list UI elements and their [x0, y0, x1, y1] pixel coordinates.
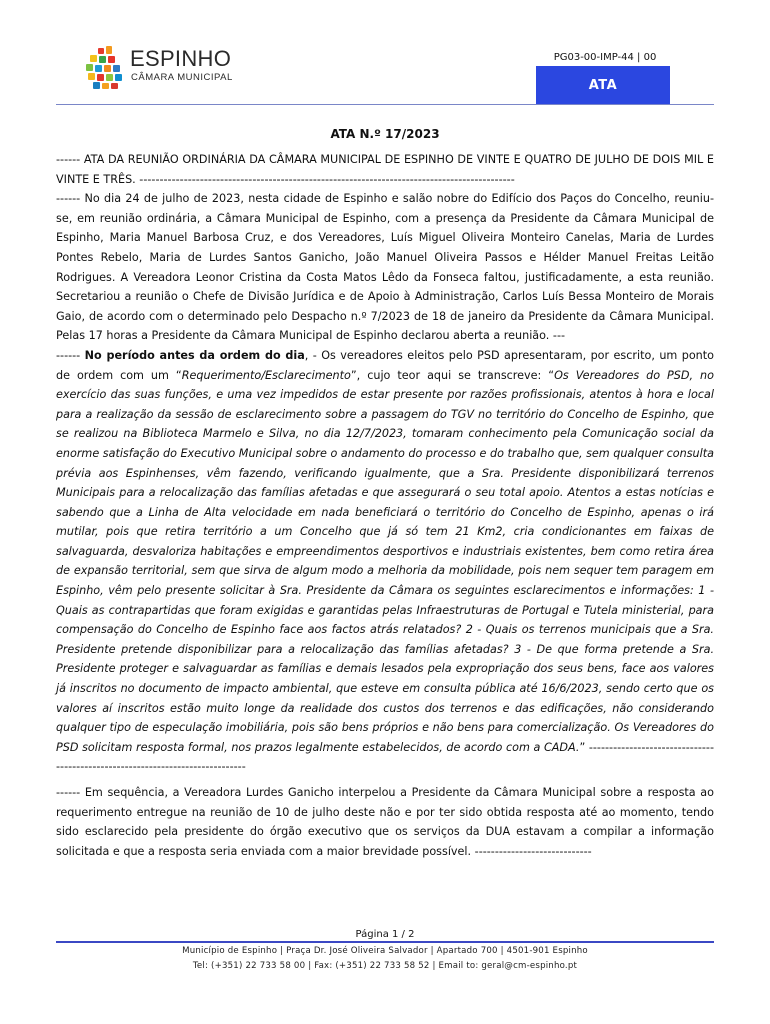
document-code: PG03-00-IMP-44 | 00 — [553, 52, 657, 63]
paragraph-attendance: ------ No dia 24 de julho de 2023, nesta cidade de Espinho e salão nobre do Edifício dos Paços do Concelho, reuniu-se, em reunião ordinária, a Câmara Municipal de Espinho, com a presença da Presidente da Câmara Municipal de Espinho, Maria Manuel Barbosa Cruz, e dos Vereadores, Luís Miguel Oliveira Monteiro Canelas, Maria de Lurdes Pontes Rebelo, Maria de Lurdes Santos Ganicho, João Manuel Oliveira Passos e Hélder Manuel Freitas Leitão Rodrigues. A Vereadora Leonor Cristina da Costa Matos Lêdo da Fonseca faltou, justificadamente, a esta reunião. Secretariou a reunião o Chefe de Divisão Jurídica e de Apoio à Administração, Carlos Luís Bessa Monteiro de Morais Gaio, de acordo com o determinado pelo Despacho n.º 7/2023 de 18 de janeiro da Presidente da Câmara Municipal. Pelas 17 horas a Presidente da Câmara Municipal de Espinho declarou aberta a reunião. --- — [56, 192, 714, 343]
footer-address: Município de Espinho | Praça Dr. José Oliveira Salvador | Apartado 700 | 4501-901 Espinho — [182, 946, 588, 956]
page-number: Página 1 / 2 — [355, 929, 415, 940]
p3-mid2: ”, cujo teor aqui se transcreve: “ — [350, 368, 555, 382]
document-type-badge: ATA — [536, 66, 670, 104]
p3-suffix: ” ------------------------------------------------------------------------------ — [56, 740, 715, 774]
logo-text-main: ESPINHO — [130, 46, 232, 71]
footer-contacts: Tel: (+351) 22 733 58 00 | Fax: (+351) 22 733 58 52 | Email to: geral@cm-espinho.pt — [192, 961, 578, 971]
logo-text-sub: CÂMARA MUNICIPAL — [131, 72, 233, 83]
espinho-logo — [84, 46, 254, 90]
paragraph-before-agenda — [56, 346, 714, 777]
p3-prefix: ------ — [56, 348, 85, 362]
footer-divider — [56, 941, 714, 943]
p3-mid1: , - Os vereadores eleitos pelo PSD apresentaram, por escrito, um ponto de ordem com um “ — [56, 348, 714, 382]
header-divider — [56, 104, 714, 105]
paragraph-follow-up: ------ Em sequência, a Vereadora Lurdes Ganicho interpelou a Presidente da Câmara Municipal sobre a resposta ao requerimento entregue na reunião de 10 de julho deste não e por ter sido obtida resposta até ao momento, tendo sido esclarecido pela presidente do órgão executivo que os serviços da DUA estavam a compilar a informação solicitada e que a resposta seria enviada com a maior brevidade possível. ----------------------------- — [56, 786, 714, 858]
p3-italic-request: Requerimento/Esclarecimento — [181, 368, 351, 382]
espinho-logo-mark-icon — [84, 46, 126, 90]
p3-italic-quote: Os Vereadores do PSD, no exercício das suas funções, e uma vez impedidos de estar presente por razões profissionais, atentos à hora e local para a realização da sessão de esclarecimento sobre a passagem do TGV no território do Concelho de Espinho, que se realizou na Biblioteca Marmelo e Silva, no dia 12/7/2023, tomaram conhecimento pela Comunicação social da enorme satisfação do Executivo Municipal sobre o andamento do processo e do trabalho que, sem qualquer consulta prévia aos Espinhenses, vêm fazendo, verificando igualmente, que a Sra. Presidente disponibilizará terrenos Municipais para a relocalização das famílias afetadas e que assegurará o seu total apoio. Atentos a estas notícias e sabendo que a Linha de Alta velocidade em nada beneficiará o território do Concelho de Espinho, apenas o irá mutilar, pois que retira território a um Concelho que já só tem 21 Km2, cria condicionantes em faixas de salvaguarda, desvaloriza habitações e empreendimentos desportivos e industriais existentes, bem como retira área de expansão territorial, sem que sirva de algum modo a melhoria da mobilidade, pois nem sequer tem paragem em Espinho, vêm pelo presente solicitar à Sra. Presidente da Câmara os seguintes esclarecimentos e informações: 1 - Quais as contrapartidas que foram exigidas e garantidas pelas Infraestruturas de Portugal e Tutela ministerial, para compensação do Concelho de Espinho face aos factos atrás relatados? 2 - Quais os terrenos municipais que a Sra. Presidente pretende disponibilizar para a relocalização das famílias afetadas? 3 - De que forma pretende a Sra. Presidente proteger e salvaguardar as famílias e demais lesados pela expropriação dos seus bens, face aos valores já inscritos no documento de impacto ambiental, que esteve em consulta pública até 16/6/2023, sendo certo que os valores aí inscritos estão muito longe da realidade dos custos dos terrenos e das edificações, não considerando qualquer tipo de especulação imobiliária, pois são bens próprios e não bens para comercialização. Os Vereadores do PSD solicitam resposta formal, nos prazos legalmente estabelecidos, de acordo com a CADA. — [56, 368, 714, 754]
p3-bold: No período antes da ordem do dia — [84, 348, 305, 362]
document-body — [56, 150, 714, 861]
document-title: ATA N.º 17/2023 — [330, 127, 440, 141]
paragraph-heading: ------ ATA DA REUNIÃO ORDINÁRIA DA CÂMARA MUNICIPAL DE ESPINHO DE VINTE E QUATRO DE JULHO DE DOIS MIL E VINTE E TRÊS. --------------------------------------------------------------------------------------------- — [56, 153, 714, 186]
